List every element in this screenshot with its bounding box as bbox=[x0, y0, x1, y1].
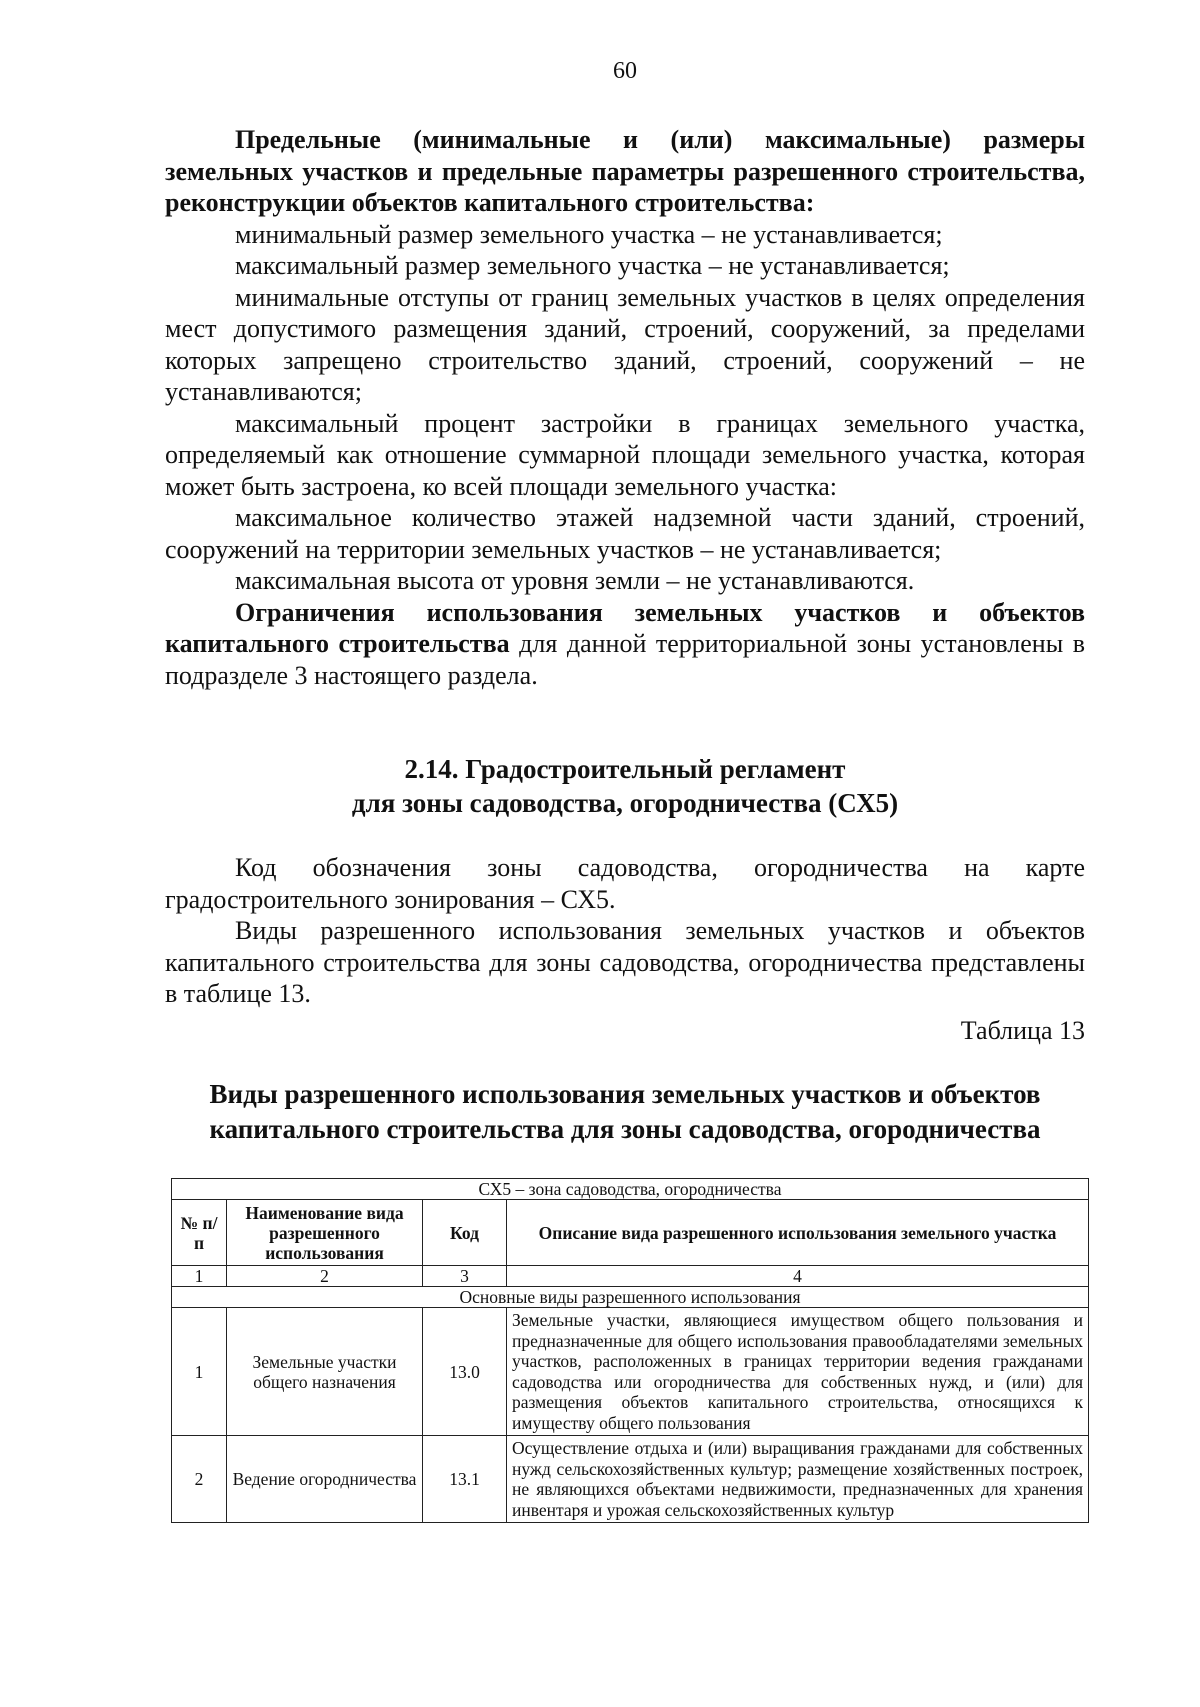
usage-table bbox=[171, 1178, 1089, 1523]
zone-code-paragraph: Код обозначения зоны садоводства, огородничества на карте градостроительного зонирования – СХ5. bbox=[165, 853, 1085, 914]
table-label: Таблица 13 bbox=[960, 1016, 1085, 1045]
col-number: 3 bbox=[423, 1266, 507, 1287]
row-code: 13.0 bbox=[423, 1308, 507, 1436]
col-number: 4 bbox=[507, 1266, 1089, 1287]
limits-heading: Предельные (минимальные и (или) максимальные) размеры земельных участков и предельные параметры разрешенного строительства, реконструкции объектов капитального строительства: bbox=[165, 125, 1085, 217]
group-header-row bbox=[172, 1287, 1089, 1308]
row-description: Земельные участки, являющиеся имуществом общего пользования и предназначенные для общего использования правообладателями земельных участков, расположенных в границах территории ведения гражданами садоводства или огородничества для собственных нужд, и (или) для размещения объектов капитального строительства, относящихся к имуществу общего пользования bbox=[507, 1308, 1089, 1436]
restriction-bold: Ограничения использования земельных участков и объектов капитального строительства bbox=[165, 597, 1085, 658]
row-number: 2 bbox=[172, 1436, 227, 1523]
table-header-row bbox=[172, 1200, 1089, 1266]
col-header-num: № п/п bbox=[172, 1200, 227, 1266]
usage-types-paragraph: Виды разрешенного использования земельных участков и объектов капитального строительства для зоны садоводства, огородничества представлены в таблице 13. bbox=[165, 916, 1085, 1008]
section-heading-2-14 bbox=[165, 752, 1085, 820]
page-number: 60 bbox=[613, 58, 637, 84]
table-title-line2: капитального строительства для зоны садоводства, огородничества bbox=[209, 1114, 1041, 1144]
zone-header: СХ5 – зона садоводства, огородничества bbox=[172, 1179, 1089, 1200]
col-header-name: Наименование вида разрешенного использования bbox=[227, 1200, 423, 1266]
restriction-paragraph bbox=[165, 597, 1085, 692]
limits-section bbox=[165, 124, 1085, 691]
zone-description bbox=[165, 852, 1085, 1010]
limit-item: максимальная высота от уровня земли – не устанавливаются. bbox=[235, 566, 915, 595]
zone-header-row bbox=[172, 1179, 1089, 1200]
col-header-description: Описание вида разрешенного использования земельного участка bbox=[507, 1200, 1089, 1266]
limit-item: максимальный процент застройки в границах земельного участка, определяемый как отношение суммарной площади земельного участка, которая может быть застроена, ко всей площади земельного участка: bbox=[165, 408, 1085, 501]
row-description: Осуществление отдыха и (или) выращивания гражданами для собственных нужд сельскохозяйственных культур; размещение хозяйственных построек, не являющихся объектами недвижимости, предназначенных для хранения инвентаря и урожая сельскохозяйственных культур bbox=[507, 1436, 1089, 1523]
table-row bbox=[172, 1308, 1089, 1436]
limit-item: минимальные отступы от границ земельных участков в целях определения мест допустимого размещения зданий, строений, сооружений, за пределами которых запрещено строительство зданий, строений, сооружений – не устанавливаются; bbox=[165, 282, 1085, 406]
row-number: 1 bbox=[172, 1308, 227, 1436]
col-number: 2 bbox=[227, 1266, 423, 1287]
row-code: 13.1 bbox=[423, 1436, 507, 1523]
row-name: Земельные участки общего назначения bbox=[227, 1308, 423, 1436]
restriction-rest: для данной территориальной зоны установлены в подразделе 3 настоящего раздела. bbox=[165, 629, 1085, 690]
col-header-code: Код bbox=[423, 1200, 507, 1266]
table-row bbox=[172, 1436, 1089, 1523]
limit-item: минимальный размер земельного участка – не устанавливается; bbox=[235, 219, 943, 249]
column-number-row bbox=[172, 1266, 1089, 1287]
table-title bbox=[165, 1077, 1085, 1147]
group-header: Основные виды разрешенного использования bbox=[172, 1287, 1089, 1308]
row-name: Ведение огородничества bbox=[227, 1436, 423, 1523]
limit-item: максимальный размер земельного участка – не устанавливается; bbox=[235, 251, 950, 280]
section-heading-line1: 2.14. Градостроительный регламент bbox=[404, 754, 846, 784]
limit-item: максимальное количество этажей надземной части зданий, строений, сооружений на территории земельных участков – не устанавливается; bbox=[165, 503, 1085, 564]
section-heading-line2: для зоны садоводства, огородничества (СХ5) bbox=[351, 788, 899, 818]
col-number: 1 bbox=[172, 1266, 227, 1287]
table-title-line1: Виды разрешенного использования земельных участков и объектов bbox=[209, 1079, 1041, 1109]
